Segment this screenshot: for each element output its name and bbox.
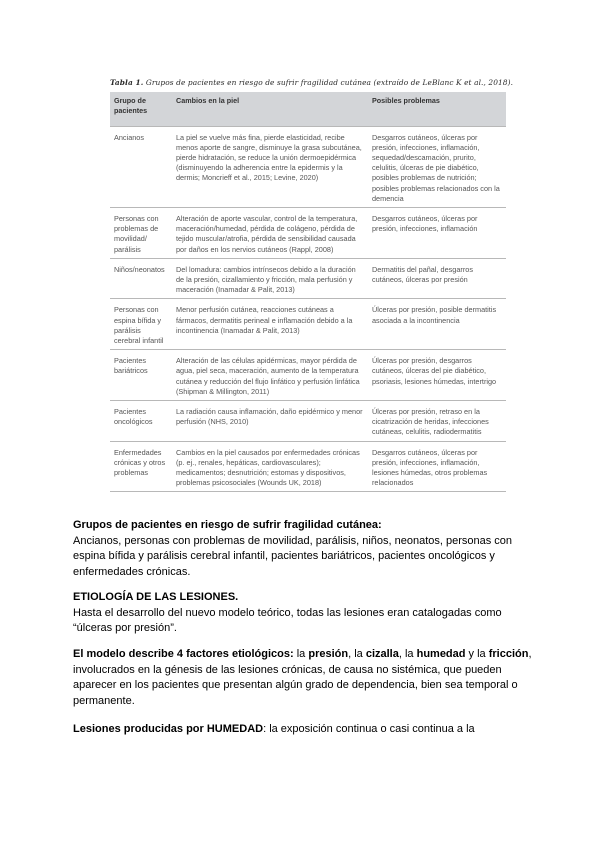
moisture-rest: : la exposición continua o casi continua a la — [263, 723, 475, 735]
cell-problems: Úlceras por presión, desgarros cutáneos, úlceras del pie diabético, psoriasis, lesiones húmedas, intertrigo — [368, 350, 506, 401]
cell-problems: Úlceras por presión, retraso en la cicatrización de heridas, infecciones cutáneas, celulitis, radiodermatitis — [368, 400, 506, 441]
etiology-section — [73, 590, 533, 637]
groups-paragraph — [73, 518, 533, 580]
cell-group: Pacientes bariátricos — [110, 350, 172, 401]
cell-problems: Desgarros cutáneos, úlceras por presión, infecciones, inflamación — [368, 207, 506, 258]
cell-group: Personas con espina bífida y parálisis cerebral infantil — [110, 299, 172, 350]
model-rest: , involucrados en la génesis de las lesiones crónicas, de causa no sistémica, que pueden aparecer en los pacientes que presentan algún grado de dependencia, bien sea temporal o permanente. — [73, 648, 532, 707]
cell-problems: Úlceras por presión, posible dermatitis asociada a la incontinencia — [368, 299, 506, 350]
model-connector: , la — [348, 648, 366, 660]
table-row — [110, 126, 506, 207]
factor-moisture: humedad — [416, 648, 466, 660]
factor-friction: fricción — [488, 648, 529, 660]
cell-changes: Alteración de las células apidérmicas, mayor pérdida de agua, piel seca, maceración, aumento de la temperatura cutánea y reducción del flujo linfático y perfusión linfática (Shipman & Millington, 2011) — [172, 350, 368, 401]
cell-changes: Del lomadura: cambios intrínsecos debido a la duración de la presión, cizallamiento y fricción, mala perfusión y maceración (Inamadar & Palit, 2013) — [172, 258, 368, 299]
table-caption-label: Tabla 1. — [110, 78, 144, 87]
table-row — [110, 258, 506, 299]
table-row — [110, 207, 506, 258]
cell-changes: La piel se vuelve más fina, pierde elasticidad, recibe menos aporte de sangre, disminuye la grasa subcutánea, pierde hidratación, se reduce la unión dermoepidérmica (disminuyendo la adherencia entre la epidermis y la dermis; Moncrieff et al., 2015; Levine, 2020) — [172, 126, 368, 207]
table-header-row — [110, 92, 506, 126]
risk-table-block — [110, 78, 514, 492]
table-row — [110, 350, 506, 401]
cell-changes: Alteración de aporte vascular, control de la temperatura, maceración/humedad, pérdida de colágeno, pérdida de tejido muscular/atrofia, pérdida de sensibilidad causada por daños en los nervios cutáneos (Rappl, 2008) — [172, 207, 368, 258]
cell-group: Niños/neonatos — [110, 258, 172, 299]
model-connector: la — [293, 648, 309, 660]
factor-shear: cizalla — [365, 648, 399, 660]
header-problems: Posibles problemas — [368, 92, 506, 126]
model-paragraph — [73, 647, 533, 709]
risk-groups-table — [110, 92, 506, 492]
factor-pressure: presión — [308, 648, 349, 660]
moisture-lead: Lesiones producidas por HUMEDAD — [73, 723, 264, 735]
cell-problems: Dermatitis del pañal, desgarros cutáneos, úlceras por presión — [368, 258, 506, 299]
table-caption — [110, 78, 514, 87]
cell-group: Ancianos — [110, 126, 172, 207]
cell-problems: Desgarros cutáneos, úlceras por presión, infecciones, inflamación, lesiones húmedas, otros problemas relacionados — [368, 441, 506, 492]
cell-changes: Cambios en la piel causados por enfermedades crónicas (p. ej., renales, hepáticas, cardiovasculares); medicamentos; desnutrición; estomas y dispositivos, problemas psicosociales (Wounds UK, 2018) — [172, 441, 368, 492]
model-connector: y la — [465, 648, 489, 660]
model-connector: , la — [398, 648, 417, 660]
groups-text: Ancianos, personas con problemas de movilidad, parálisis, niños, neonatos, personas con espina bífida y parálisis cerebral infantil, pacientes bariátricos, pacientes oncológicos y enfermedades crónicas. — [73, 534, 513, 578]
cell-group: Enfermedades crónicas y otros problemas — [110, 441, 172, 492]
cell-changes: Menor perfusión cutánea, reacciones cutáneas a fármacos, dermatitis perineal e inflamación debido a la incontinencia (Inamadar & Palit, 2013) — [172, 299, 368, 350]
cell-problems: Desgarros cutáneos, úlceras por presión, infecciones, inflamación, sequedad/descamación, prurito, celulitis, úlceras de pie diabético, posibles problemas de nutrición; posibles problemas relacionados con la demencia — [368, 126, 506, 207]
model-lead: El modelo describe 4 factores etiológicos: — [73, 648, 294, 660]
etiology-heading: ETIOLOGÍA DE LAS LESIONES. — [73, 591, 239, 603]
groups-heading: Grupos de pacientes en riesgo de sufrir fragilidad cutánea: — [73, 519, 382, 531]
table-row — [110, 299, 506, 350]
cell-group: Personas con problemas de movilidad/ parálisis — [110, 207, 172, 258]
cell-changes: La radiación causa inflamación, daño epidérmico y menor perfusión (NHS, 2010) — [172, 400, 368, 441]
header-changes: Cambios en la piel — [172, 92, 368, 126]
moisture-paragraph — [73, 722, 533, 738]
table-caption-text: Grupos de pacientes en riesgo de sufrir fragilidad cutánea (extraído de LeBlanc K et al., 2018). — [145, 78, 514, 87]
table-row — [110, 400, 506, 441]
cell-group: Pacientes oncológicos — [110, 400, 172, 441]
header-group: Grupo de pacientes — [110, 92, 172, 126]
etiology-text: Hasta el desarrollo del nuevo modelo teórico, todas las lesiones eran catalogadas como “úlceras por presión”. — [73, 606, 502, 635]
table-row — [110, 441, 506, 492]
